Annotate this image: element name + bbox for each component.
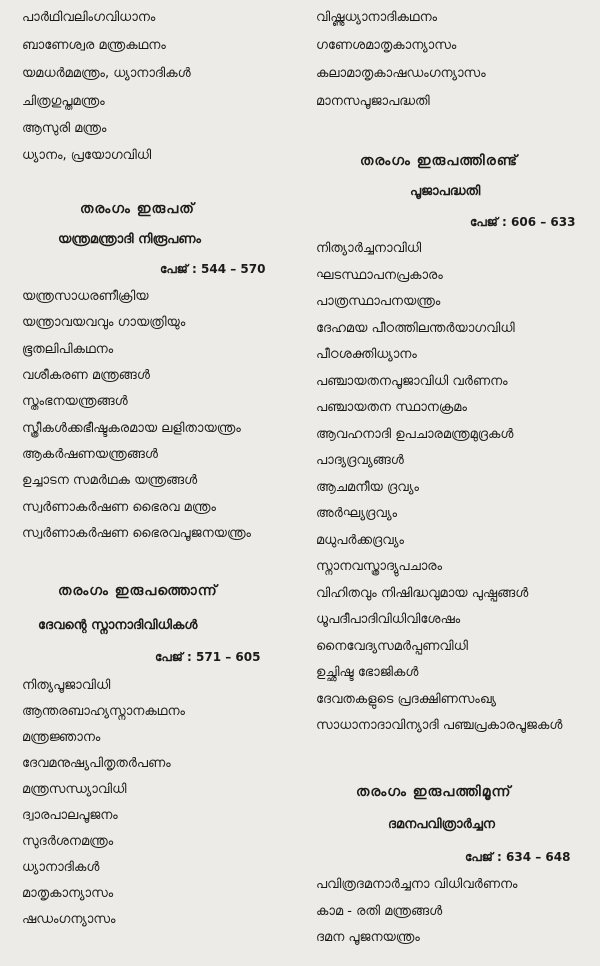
chapter-20-title: തരംഗം ഇരുപത്	[80, 201, 195, 217]
list-item: കാമ - രതി മന്ത്രങ്ങൾ	[316, 904, 443, 919]
list-item: ഉച്ഛിഷ്ട ഭോജികൾ	[316, 665, 419, 680]
list-item: വശീകരണ മന്ത്രങ്ങൾ	[22, 368, 150, 383]
list-item: നിത്യാർച്ചനാവിധി	[316, 241, 422, 256]
list-item: ചിത്രഗുപ്തമന്ത്രം	[22, 94, 105, 109]
list-item: സ്നാനവസ്ത്രാദ്യുപചാരം	[316, 559, 443, 574]
list-item: ദേവതകളുടെ പ്രദക്ഷിണസംഖ്യ	[316, 692, 497, 707]
list-item: സ്വർണാകർഷണ ഭൈരവപൂജനയന്ത്രം	[22, 526, 251, 541]
list-item: പാത്രസ്ഥാപനയന്ത്രം	[316, 294, 441, 309]
list-item: ആസുരി മന്ത്രം	[22, 121, 107, 136]
list-item: മാനസപൂജാപദ്ധതി	[316, 94, 430, 109]
list-item: ആചമനീയ ദ്രവ്യം	[316, 480, 419, 495]
list-item: നിത്യപൂജാവിധി	[22, 678, 111, 693]
list-item: സുദർശനമന്ത്രം	[22, 834, 114, 849]
list-item: ആകർഷണയന്ത്രങ്ങൾ	[22, 447, 158, 462]
list-item: ഗണേശമാതൃകാന്യാസം	[316, 38, 457, 53]
list-item: ആവഹനാദി ഉപചാരമന്ത്രമുദ്രകൾ	[316, 427, 514, 442]
list-item: വിഷ്ണുധ്യാനാദികഥനം	[316, 10, 438, 25]
chapter-23-title: തരംഗം ഇരുപത്തിമൂന്ന്	[356, 784, 512, 800]
list-item: ആന്തരബാഹ്യസ്നാനകഥനം	[22, 704, 185, 719]
list-item: ഉച്ചാടന സമർഥക യന്ത്രങ്ങൾ	[22, 473, 198, 488]
list-item: യന്ത്രാവയവവും ഗായത്രിയും	[22, 315, 186, 330]
list-item: സ്തംഭനയന്ത്രങ്ങൾ	[22, 394, 128, 409]
list-item: പവിത്രദമനാർച്ചനാ വിധിവർണനം	[316, 877, 518, 892]
list-item: മാതൃകാന്യാസം	[22, 886, 114, 901]
list-item: പഞ്ചായതന സ്ഥാനക്രമം	[316, 400, 467, 415]
list-item: യന്ത്രസാധരണീക്രിയ	[22, 289, 149, 304]
chapter-23-pages: പേജ് : 634 – 648	[465, 850, 571, 864]
list-item: വിഹിതവും നിഷിദ്ധവുമായ പുഷ്പങ്ങൾ	[316, 586, 529, 601]
list-item: നൈവേദ്യസമർപ്പണവിധി	[316, 639, 468, 654]
list-item: അർഘ്യദ്രവ്യം	[316, 506, 398, 521]
list-item: കലാമാതൃകാഷഡംഗന്യാസം	[316, 66, 486, 81]
list-item: ധ്യാനാദികൾ	[22, 860, 100, 875]
list-item: പീഠശക്തിധ്യാനം	[316, 347, 417, 362]
list-item: സ്ത്രീകൾക്കഭീഷ്ടകരമായ ലളിതായന്ത്രം	[22, 421, 241, 436]
list-item: ഷഡംഗന്യാസം	[22, 912, 116, 927]
list-item: മന്ത്രസന്ധ്യാവിധി	[22, 782, 127, 797]
chapter-21-title: തരംഗം ഇരുപത്തൊന്ന്	[58, 583, 218, 599]
chapter-20-subtitle: യന്ത്രമന്ത്രാദി നിരൂപണം	[58, 232, 201, 247]
chapter-22-pages: പേജ് : 606 – 633	[470, 215, 576, 229]
list-item: പാർഥിവലിംഗവിധാനം	[22, 10, 156, 25]
list-item: മന്ത്രജ്ഞാനം	[22, 730, 101, 745]
list-item: യമധർമമന്ത്രം, ധ്യാനാദികൾ	[22, 66, 191, 81]
list-item: ദേവമനുഷ്യപിതൃതർപണം	[22, 756, 171, 771]
chapter-23-subtitle: ദമനപവിത്രാർച്ചന	[388, 817, 495, 832]
list-item: സാധാനാദാവിന്യാദി പഞ്ചപ്രകാരപൂജകൾ	[316, 718, 563, 733]
chapter-22-title: തരംഗം ഇരുപത്തിരണ്ട്	[360, 153, 518, 169]
chapter-21-pages: പേജ് : 571 – 605	[155, 650, 261, 664]
chapter-20-pages: പേജ് : 544 – 570	[160, 262, 266, 276]
list-item: ഘടസ്ഥാപനപ്രകാരം	[316, 268, 443, 283]
chapter-21-subtitle: ദേവന്റെ സ്നാനാദിവിധികൾ	[38, 618, 198, 633]
list-item: സ്വർണാകർഷണ ഭൈരവ മന്ത്രം	[22, 500, 216, 515]
list-item: ദേഹമയ പീഠത്തിലന്തർയാഗവിധി	[316, 321, 515, 336]
list-item: ദ്വാരപാലപൂജനം	[22, 808, 118, 823]
list-item: ധൂപദീപാദിവിധിവിശേഷം	[316, 612, 461, 627]
list-item: ദമന പൂജനയന്ത്രം	[316, 930, 420, 945]
list-item: ഭൂതലിപികഥനം	[22, 342, 114, 357]
list-item: ധ്യാനം, പ്രയോഗവിധി	[22, 148, 152, 163]
list-item: പാദ്യദ്രവ്യങ്ങൾ	[316, 453, 404, 468]
chapter-22-subtitle: പൂജാപദ്ധതി	[410, 184, 481, 199]
list-item: പഞ്ചായതനപൂജാവിധി വർണനം	[316, 374, 508, 389]
list-item: ബാണേശ്വര മന്ത്രകഥനം	[22, 38, 166, 53]
list-item: മധുപർക്കദ്രവ്യം	[316, 533, 404, 548]
